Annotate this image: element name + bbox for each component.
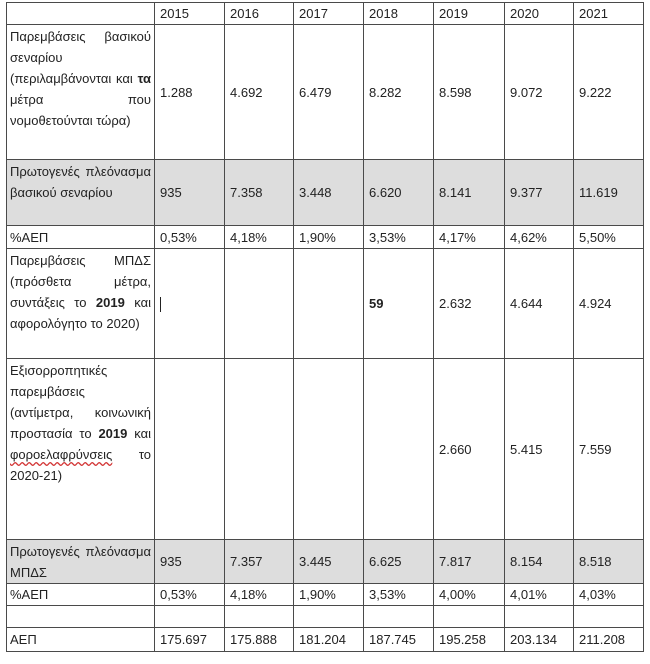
value-cell: 9.377 (505, 160, 574, 226)
row-label (7, 359, 155, 540)
row-label-part: Παρεμβάσεις βασικού σεναρίου (περιλαμβάνονται και (10, 29, 151, 86)
row-label-part: και (127, 426, 151, 441)
value-cell: 8.141 (434, 160, 505, 226)
value-cell: 175.888 (225, 628, 294, 652)
row-label-part: Εξισορροπητικές παρεμβάσεις (αντίμετρα, κοινωνική προστασία το (10, 363, 151, 441)
value-cell: 211.208 (574, 628, 644, 652)
value-cell: 9.222 (574, 25, 644, 160)
empty-cell (574, 606, 644, 628)
value-cell: 935 (155, 160, 225, 226)
table-row (7, 584, 644, 606)
value-cell: 3,53% (364, 584, 434, 606)
table-row (7, 359, 644, 540)
value-cell: 2.632 (434, 249, 505, 359)
value-cell: 4,62% (505, 226, 574, 249)
value-cell: 3.445 (294, 540, 364, 584)
value-cell: 195.258 (434, 628, 505, 652)
row-label-part: φοροελαφρύνσεις (10, 447, 113, 462)
value-cell: 187.745 (364, 628, 434, 652)
value-cell: 4,18% (225, 226, 294, 249)
value-cell: 8.598 (434, 25, 505, 160)
year-header: 2018 (364, 3, 434, 25)
row-label: ΑΕΠ (7, 628, 155, 652)
value-cell: 1,90% (294, 584, 364, 606)
row-label-part: και αφορολόγητο το 2020) (10, 295, 151, 331)
value-cell: 7.817 (434, 540, 505, 584)
value-cell: 59 (364, 249, 434, 359)
value-cell (294, 249, 364, 359)
empty-cell (7, 606, 155, 628)
value-cell: 8.282 (364, 25, 434, 160)
empty-cell (294, 606, 364, 628)
year-header: 2015 (155, 3, 225, 25)
value-cell (364, 359, 434, 540)
value-cell: 6.625 (364, 540, 434, 584)
table-row (7, 25, 644, 160)
table-row (7, 249, 644, 359)
empty-cell (434, 606, 505, 628)
year-header: 2016 (225, 3, 294, 25)
value-cell (225, 359, 294, 540)
value-cell: 7.559 (574, 359, 644, 540)
value-cell: 7.358 (225, 160, 294, 226)
text-cursor (160, 297, 161, 312)
row-label: %ΑΕΠ (7, 584, 155, 606)
value-cell: 5,50% (574, 226, 644, 249)
value-cell: 2.660 (434, 359, 505, 540)
value-cell: 4,00% (434, 584, 505, 606)
value-cell: 4,17% (434, 226, 505, 249)
year-header: 2020 (505, 3, 574, 25)
row-label-part: το 2020-21) (10, 447, 151, 483)
value-cell: 9.072 (505, 25, 574, 160)
value-cell: 4.924 (574, 249, 644, 359)
value-cell (155, 249, 225, 359)
header-row (7, 3, 644, 25)
value-cell: 935 (155, 540, 225, 584)
value-cell: 5.415 (505, 359, 574, 540)
row-label (7, 25, 155, 160)
value-cell: 7.357 (225, 540, 294, 584)
row-label: Πρωτογενές πλεόνασμα βασικού σεναρίου (7, 160, 155, 226)
empty-cell (505, 606, 574, 628)
table-row (7, 540, 644, 584)
value-cell: 6.620 (364, 160, 434, 226)
empty-row (7, 606, 644, 628)
row-label-part: 2019 (98, 426, 128, 441)
row-label-part: 2019 (95, 295, 125, 310)
value-cell (294, 359, 364, 540)
empty-cell (225, 606, 294, 628)
value-cell: 6.479 (294, 25, 364, 160)
empty-cell (155, 606, 225, 628)
table-row (7, 160, 644, 226)
value-cell: 4.692 (225, 25, 294, 160)
table-row (7, 226, 644, 249)
year-header: 2021 (574, 3, 644, 25)
row-label: Πρωτογενές πλεόνασμα ΜΠΔΣ (7, 540, 155, 584)
value-cell (225, 249, 294, 359)
value-cell: 3.448 (294, 160, 364, 226)
value-cell: 181.204 (294, 628, 364, 652)
value-cell: 8.518 (574, 540, 644, 584)
header-empty-cell (7, 3, 155, 25)
table-row (7, 628, 644, 652)
row-label: %ΑΕΠ (7, 226, 155, 249)
value-cell: 4,18% (225, 584, 294, 606)
value-cell: 203.134 (505, 628, 574, 652)
value-cell: 0,53% (155, 584, 225, 606)
value-cell: 4.644 (505, 249, 574, 359)
row-label-part: τα (137, 71, 151, 86)
year-header: 2019 (434, 3, 505, 25)
value-cell: 4,03% (574, 584, 644, 606)
value-cell: 4,01% (505, 584, 574, 606)
value-cell: 1,90% (294, 226, 364, 249)
empty-cell (364, 606, 434, 628)
value-cell: 11.619 (574, 160, 644, 226)
row-label (7, 249, 155, 359)
year-header: 2017 (294, 3, 364, 25)
value-cell: 0,53% (155, 226, 225, 249)
row-label-part: Παρεμβάσεις ΜΠΔΣ (πρόσθετα μέτρα, συντάξεις το (10, 253, 151, 310)
value-cell: 3,53% (364, 226, 434, 249)
fiscal-table (6, 2, 644, 652)
value-cell (155, 359, 225, 540)
row-label-part: μέτρα που νομοθετούνται τώρα) (10, 92, 151, 128)
value-cell: 1.288 (155, 25, 225, 160)
value-cell: 8.154 (505, 540, 574, 584)
value-cell: 175.697 (155, 628, 225, 652)
